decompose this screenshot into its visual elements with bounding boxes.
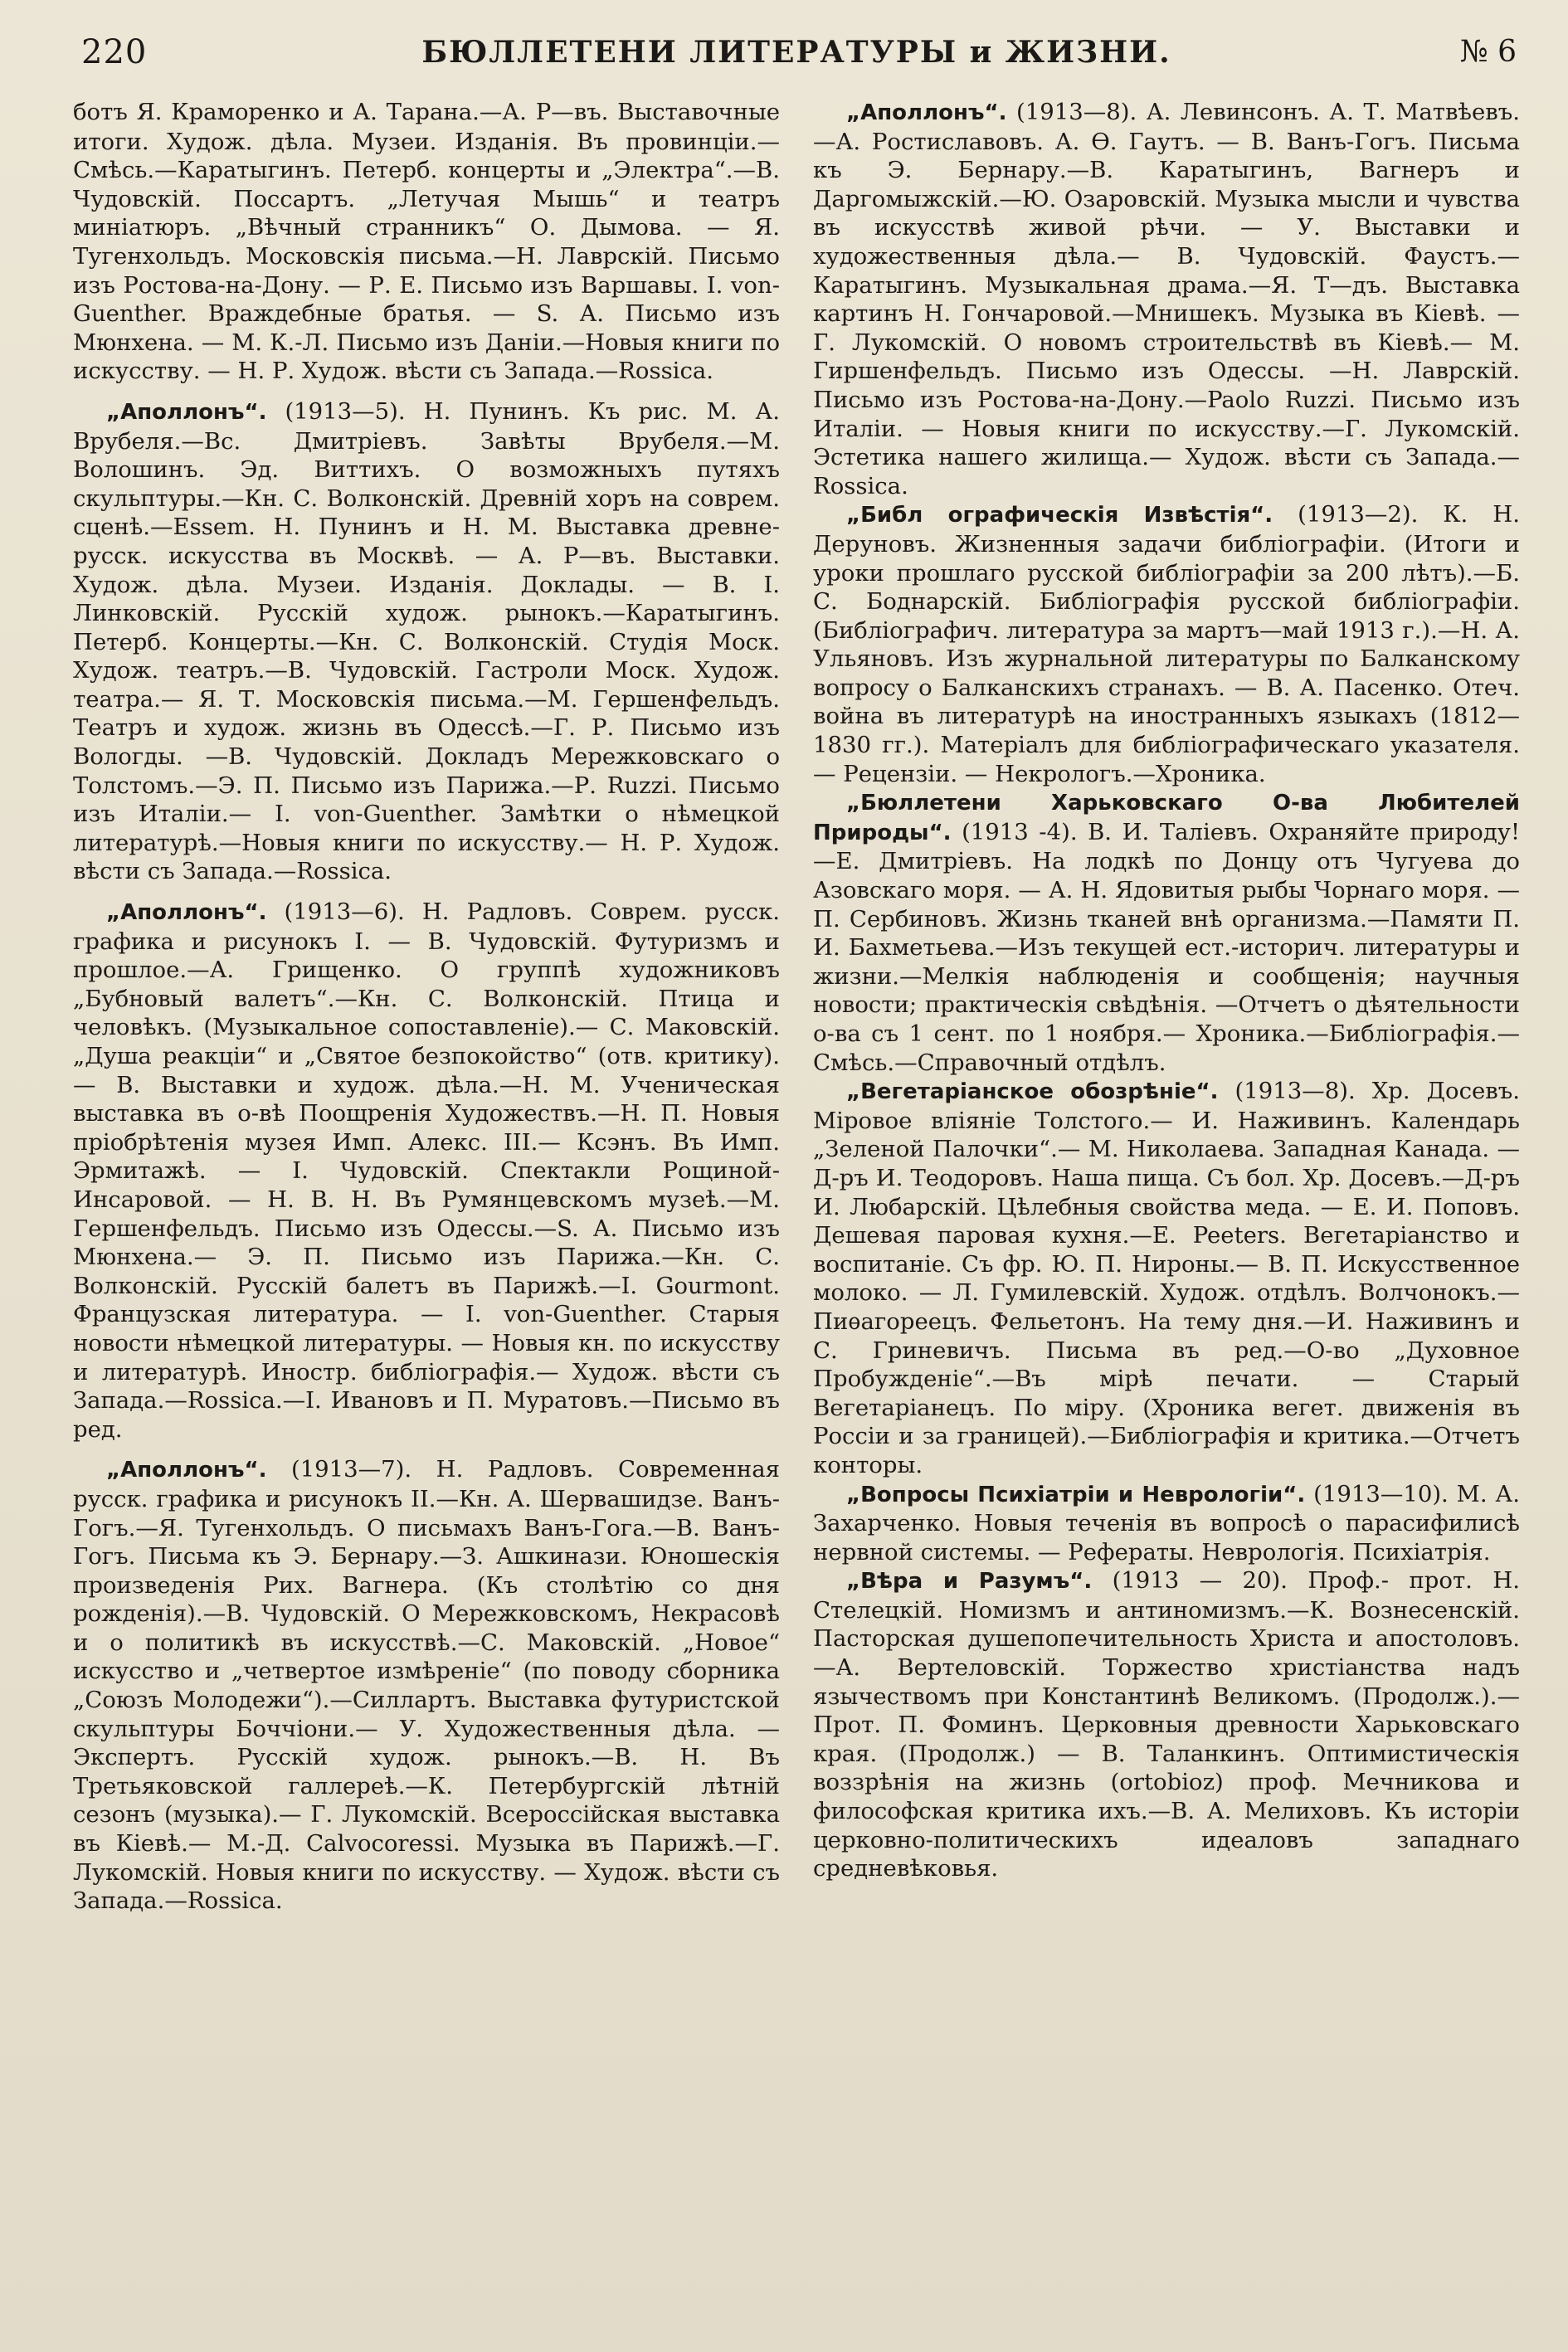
journal-title: „Библ ографическія Извѣстія“. xyxy=(846,503,1273,528)
entry-paragraph xyxy=(813,500,1520,788)
entry-text: (1913 — 20). Проф.- прот. Н. Стелецкій. Номизмъ и антиномизмъ.—К. Вознесенскій. Пасторская душепопечительность Христа и апостоловъ.—А. Вертеловскій. Торжество христіанства надъ язычествомъ при Константинѣ Великомъ. (Продолж.).—Прот. П. Фоминъ. Церковныя древности Харьковскаго края. (Продолж.) — В. Таланкинъ. Оптимистическія воззрѣнія на жизнь (ortobioz) проф. Мечникова и философская критика ихъ.—В. А. Мелиховъ. Къ исторіи церковно-политическихъ идеаловъ западнаго средневѣковья. xyxy=(813,1567,1520,1882)
right-column xyxy=(813,98,1520,1916)
journal-title: „Аполлонъ“. xyxy=(106,1458,267,1483)
entry-paragraph xyxy=(73,898,780,1444)
journal-title: „Аполлонъ“. xyxy=(846,100,1007,125)
running-title: БЮЛЛЕТЕНИ ЛИТЕРАТУРЫ и ЖИЗНИ. xyxy=(421,35,1171,70)
journal-title: „Вопросы Психіатріи и Неврологіи“. xyxy=(846,1482,1306,1507)
entry-text: (1913—10). М. А. Захарченко. Новыя теченія въ вопросѣ о парасифилисѣ нервной системы. — Рефераты. Неврологія. Психіатрія. xyxy=(813,1480,1520,1566)
journal-title: „Аполлонъ“. xyxy=(106,399,267,425)
entry-paragraph xyxy=(813,1077,1520,1479)
entry-text: (1913 -4). В. И. Таліевъ. Охраняйте природу!—Е. Дмитріевъ. На лодкѣ по Донцу отъ Чугуева до Азовскаго моря. — А. Н. Ядовитыя рыбы Чорнаго моря. — П. Сербиновъ. Жизнь тканей внѣ организма.—Памяти П. И. Бахметьева.—Изъ текущей ест.-историч. литературы и жизни.—Мелкія наблюденія и сообщенія; научныя новости; практическія свѣдѣнія. —Отчетъ о дѣятельности о-ва съ 1 сент. по 1 ноября.— Хроника.—Библіографія.—Смѣсь.—Справочный отдѣлъ. xyxy=(813,818,1520,1076)
entry-text: (1913—7). Н. Радловъ. Современная русск. графика и рисунокъ II.—Кн. А. Шервашидзе. Ванъ-Гогъ.—Я. Тугенхольдъ. О письмахъ Ванъ-Гога.—В. Ванъ-Гогъ. Письма къ Э. Бернару.—З. Ашкинази. Юношескія произведенія Рих. Вагнера. (Къ столѣтію со дня рожденія).—В. Чудовскій. О Мережковскомъ, Некрасовѣ и о политикѣ въ искусствѣ.—С. Маковскій. „Новое“ искусство и „четвертое измѣреніе“ (по поводу сборника „Союзъ Молодежи“).—Силлартъ. Выставка футуристской скульптуры Боччіони.— У. Художественныя дѣла. — Экспертъ. Русскій худож. рынокъ.—В. Н. Въ Третьяковской галлереѣ.—К. Петербургскій лѣтній сезонъ (музыка).— Г. Лукомскій. Всероссійская выставка въ Кіевѣ.— М.-Д. Calvocoressi. Музыка въ Парижѣ.—Г. Лукомскій. Новыя книги по искусству. — Худож. вѣсти съ Запада.—Rossica. xyxy=(73,1456,780,1915)
entry-paragraph xyxy=(73,98,780,386)
journal-title: „Аполлонъ“. xyxy=(106,900,267,926)
entry-paragraph xyxy=(813,788,1520,1077)
entry-text: (1913—8). А. Левинсонъ. А. Т. Матвѣевъ.—А. Ростиславовъ. А. Ѳ. Гаутъ. — В. Ванъ-Гогъ. Письма къ Э. Бернару.—В. Каратыгинъ, Вагнеръ и Даргомыжскій.—Ю. Озаровскій. Музыка мысли и чувства въ искусствѣ живой рѣчи. — У. Выставки и художественныя дѣла.— В. Чудовскій. Фаустъ.—Каратыгинъ. Музыкальная драма.—Я. Т—дъ. Выставка картинъ Н. Гончаровой.—Мнишекъ. Музыка въ Кіевѣ. — Г. Лукомскій. О новомъ строительствѣ въ Кіевѣ.— М. Гиршенфельдъ. Письмо изъ Одессы. —Н. Лаврскій. Письмо изъ Ростова-на-Дону.—Paolo Ruzzi. Письмо изъ Италіи. — Новыя книги по искусству.—Г. Лукомскій. Эстетика нашего жилища.— Худож. вѣсти съ Запада.—Rossica. xyxy=(813,99,1520,499)
journal-title: „Бюллетени Харьковскаго О-ва Любителей Природы“. xyxy=(813,791,1520,845)
entry-text: (1913—5). Н. Пунинъ. Къ рис. М. А. Врубеля.—Вс. Дмитріевъ. Завѣты Врубеля.—М. Волошинъ. Эд. Виттихъ. О возможныхъ путяхъ скульптуры.—Кн. С. Волконскій. Древній хоръ на соврем. сценѣ.—Essem. Н. Пунинъ и Н. М. Выставка древне-русск. искусства въ Москвѣ. — А. Р—въ. Выставки. Худож. дѣла. Музеи. Изданія. Доклады. — В. I. Линковскій. Русскій худож. рынокъ.—Каратыгинъ. Петерб. Концерты.—Кн. С. Волконскій. Студія Моск. Худож. театръ.—В. Чудовскій. Гастроли Моск. Худож. театра.— Я. Т. Московскія письма.—М. Гершенфельдъ. Театръ и худож. жизнь въ Одессѣ.—Г. Р. Письмо изъ Вологды. —В. Чудовскій. Докладъ Мережковскаго о Толстомъ.—Э. П. Письмо изъ Парижа.—Р. Ruzzi. Письмо изъ Италіи.— I. von-Guenther. Замѣтки о нѣмецкой литературѣ.—Новыя книги по искусству.— Н. Р. Худож. вѣсти съ Запада.—Rossica. xyxy=(73,397,780,885)
page-header xyxy=(73,33,1520,85)
entry-paragraph xyxy=(73,397,780,886)
entry-text: (1913—8). Хр. Досевъ. Міровое вліяніе Толстого.— И. Наживинъ. Календарь „Зеленой Палочки“.— М. Николаева. Западная Канада. — Д-ръ И. Теодоровъ. Наша пища. Съ бол. Хр. Досевъ.—Д-ръ И. Любарскій. Цѣлебныя свойства меда. — Е. И. Поповъ. Дешевая паровая кухня.—E. Peeters. Вегетаріанство и воспитаніе. Съ фр. Ю. П. Нироны.— В. П. Искусственное молоко. — Л. Гумилевскій. Худож. отдѣлъ. Волчонокъ.—Пиѳагореецъ. Фельетонъ. На тему дня.—И. Наживинъ и С. Гриневичъ. Письма въ ред.—О-во „Духовное Пробужденіе“.—Въ мірѣ печати. — Старый Вегетаріанецъ. По міру. (Хроника вегет. движенія въ Россіи и за границей).—Библіографія и критика.—Отчетъ конторы. xyxy=(813,1078,1520,1478)
entry-paragraph xyxy=(813,1480,1520,1567)
entry-text: (1913—2). К. Н. Деруновъ. Жизненныя задачи библіографіи. (Итоги и уроки прошлаго русской библіографіи за 200 лѣтъ).—Б. С. Боднарскій. Библіографія русской библіографіи. (Библіографич. литература за мартъ—май 1913 г.).—Н. А. Ульяновъ. Изъ журнальной литературы по Балканскому вопросу о Балканскихъ странахъ. — В. А. Пасенко. Отеч. война въ литературѣ на иностранныхъ языкахъ (1812—1830 гг.). Матеріалъ для библіографическаго указателя. — Рецензіи. — Некрологъ.—Хроника. xyxy=(813,501,1520,787)
left-column xyxy=(73,98,780,1916)
entry-paragraph xyxy=(73,1455,780,1916)
entry-paragraph xyxy=(813,98,1520,500)
journal-title: „Вѣра и Разумъ“. xyxy=(846,1569,1093,1595)
entry-text: (1913—6). Н. Радловъ. Соврем. русск. графика и рисунокъ I. — В. Чудовскій. Футуризмъ и прошлое.—А. Грищенко. О группѣ художниковъ „Бубновый валетъ“.—Кн. С. Волконскій. Птица и человѣкъ. (Музыкальное сопоставленіе).— С. Маковскій. „Душа реакціи“ и „Святое безпокойство“ (отв. критику). — В. Выставки и худож. дѣла.—Н. М. Ученическая выставка въ о-вѣ Поощренія Художествъ.—Н. П. Новыя пріобрѣтенія музея Имп. Алекс. III.— Ксэнъ. Въ Имп. Эрмитажѣ. — I. Чудовскій. Спектакли Рощиной-Инсаровой. — Н. В. Н. Въ Румянцевскомъ музеѣ.—М. Гершенфельдъ. Письмо изъ Одессы.—S. А. Письмо изъ Мюнхена.— Э. П. Письмо изъ Парижа.—Кн. С. Волконскій. Русскій балетъ въ Парижѣ.—I. Gourmont. Французская литература. — I. von-Guenther. Старыя новости нѣмецкой литературы. — Новыя кн. по искусству и литературѣ. Иностр. библіографія.— Худож. вѣсти съ Запада.—Rossica.—I. Ивановъ и П. Муратовъ.—Письмо въ ред. xyxy=(73,898,780,1443)
page-number: 220 xyxy=(81,33,148,71)
entry-text: ботъ Я. Краморенко и А. Тарана.—А. Р—въ. Выставочные итоги. Худож. дѣла. Музеи. Изданія. Въ провинціи.—Смѣсь.—Каратыгинъ. Петерб. концерты и „Электра“.—В. Чудовскій. Поссартъ. „Летучая Мышь“ и театръ миніатюръ. „Вѣчный странникъ“ О. Дымова. — Я. Тугенхольдъ. Московскія письма.—Н. Лаврскій. Письмо изъ Ростова-на-Дону. — Р. Е. Письмо изъ Варшавы. I. von-Guenther. Враждебные братья. — S. А. Письмо изъ Мюнхена. — М. К.-Л. Письмо изъ Даніи.—Новыя книги по искусству. — Н. Р. Худож. вѣсти съ Запада.—Rossica. xyxy=(73,99,780,385)
entry-paragraph xyxy=(813,1566,1520,1883)
journal-title: „Вегетаріанское обозрѣніе“. xyxy=(846,1079,1219,1105)
issue-number: № 6 xyxy=(1459,35,1517,69)
text-columns xyxy=(73,98,1520,1916)
